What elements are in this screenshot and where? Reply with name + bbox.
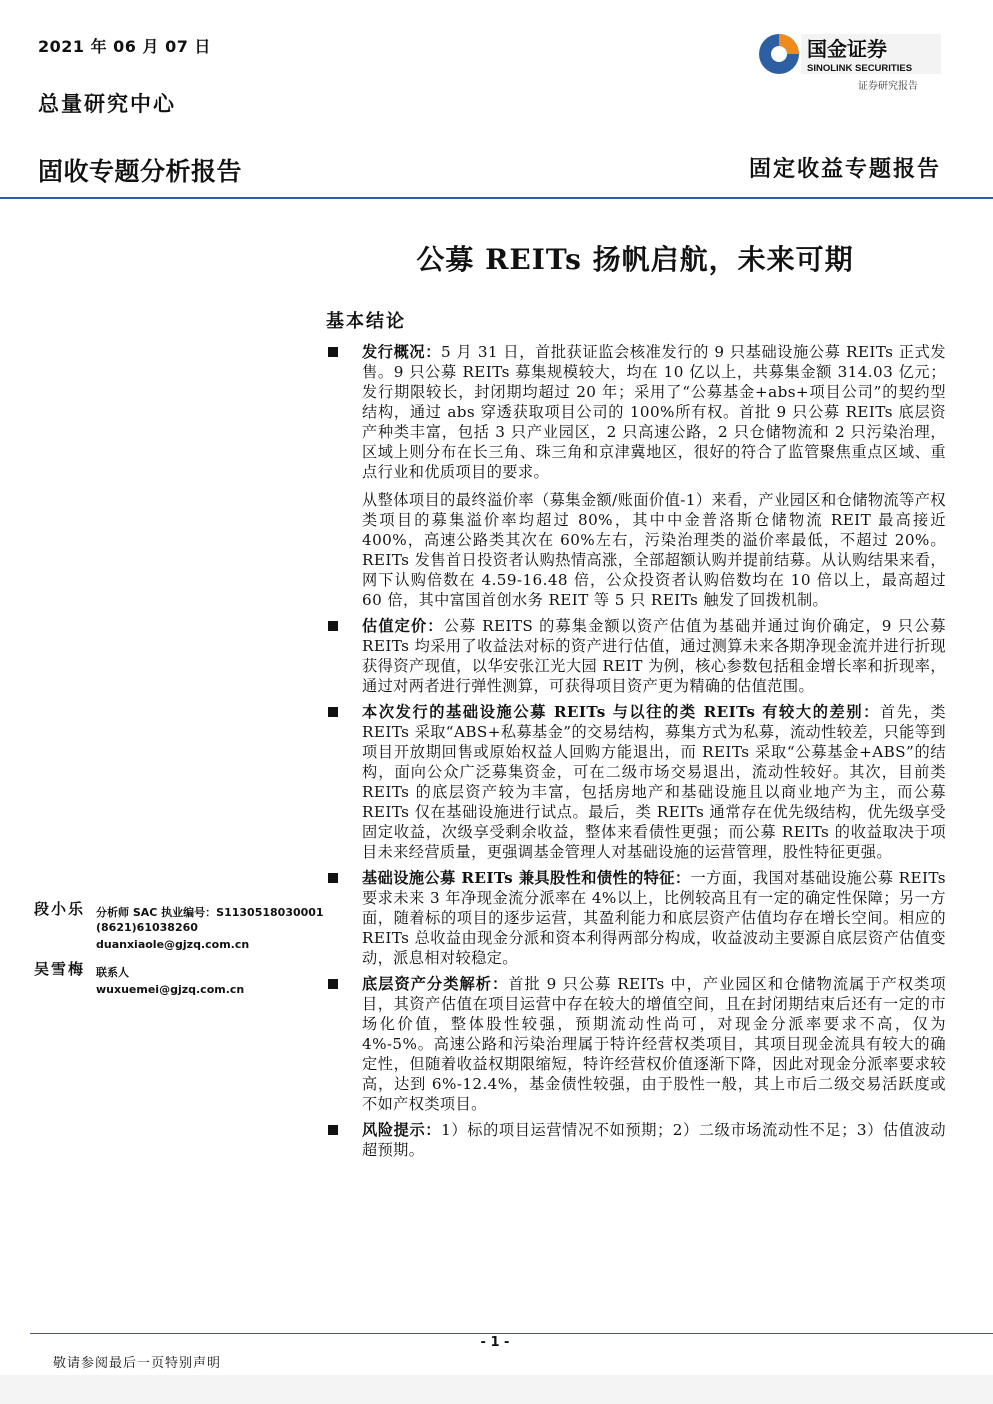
logo-cn-text: 国金证券	[807, 37, 887, 61]
disclaimer-note: 敬请参阅最后一页特别声明	[53, 1356, 222, 1371]
bottom-margin-band	[0, 1375, 993, 1404]
contact-role: 联系人	[96, 966, 129, 979]
bullet-item-features	[326, 868, 946, 968]
bullet-body: 一方面，我国对基础设施公募 REITs 要求未来 3 年净现金流分派率在 4%以上，比例较高且有一定的确定性保障；另一方面，随着标的项目的逐步运营，其盈利能力和底层资产估值均存在增长空间。相应的 REITs 总收益由现金分派和资本利得两部分构成，收益波动主要源自底层资产估值变动，派息相对较稳定。	[362, 869, 946, 967]
analyst-email[interactable]: duanxiaole@gjzq.com.cn	[96, 938, 250, 951]
header-divider	[0, 197, 993, 199]
bullet-body: 首先，类 REITs 采取“ABS+私募基金”的交易结构，募集方式为私募，流动性较差，只能等到项目开放期回售或原始权益人回购方能退出，而 REITs 采取“公募基金+ABS”的结构，面向公众广泛募集资金，可在二级市场交易退出，流动性较好。其次，目前类 REITs 的底层资产较为丰富，包括房地产和基础设施且以商业地产为主，而公募 REITs 仅在基础设施进行试点。最后，类 REITs 通常存在优先级结构，优先级享受固定收益，次级享受剩余收益，整体来看债性更强；而公募 REITs 的收益取决于项目未来经营质量，更强调基金管理人对基础设施的运营管理，股性特征更强。	[362, 703, 946, 861]
bullet-item-asset-analysis	[326, 974, 946, 1114]
research-center-name: 总量研究中心	[38, 91, 176, 116]
analyst-card	[34, 902, 324, 952]
contact-card	[34, 962, 324, 996]
square-bullet-icon	[328, 707, 338, 717]
report-title: 公募 REITs 扬帆启航，未来可期	[416, 243, 854, 276]
conclusion-list	[326, 342, 946, 1166]
square-bullet-icon	[328, 873, 338, 883]
bullet-head: 风险提示：	[362, 1121, 442, 1139]
bullet-body: 公募 REITS 的募集金额以资产估值为基础并通过询价确定，9 只公募 REITs 均采用了收益法对标的资产进行估值，通过测算未来各期净现金流并进行折现获得资产现值，以华安张江光大园 REIT 为例，核心参数包括租金增长率和折现率，通过对两者进行弹性测算，可获得项目资产更为精确的估值范围。	[362, 617, 947, 695]
logo-en-text: SINOLINK SECURITIES	[807, 63, 913, 74]
bullet-text	[362, 974, 946, 1114]
bullet-subparagraph: 从整体项目的最终溢价率（募集金额/账面价值-1）来看，产业园区和仓储物流等产权类项目的募集溢价率均超过 80%，其中中金普洛斯仓储物流 REIT 最高接近 400%，高速公路类其次在 60%左右，污染治理类的溢价率最低，不超过 20%。REITs 发售首日投资者认购热情高涨，全部超额认购并提前结募。从认购结果来看，网下认购倍数在 4.59-16.48 倍，公众投资者认购倍数均在 10 倍以上，最高超过 60 倍，其中富国首创水务 REIT 等 5 只 REITs 触发了回拨机制。	[362, 491, 946, 609]
bullet-head: 发行概况：	[362, 343, 442, 361]
sinolink-logo	[757, 30, 947, 78]
bullet-body: 1）标的项目运营情况不如预期；2）二级市场流动性不足；3）估值波动超预期。	[362, 1121, 946, 1159]
page-number: - 1 -	[480, 1335, 510, 1350]
bullet-item-valuation	[326, 616, 946, 696]
bullet-head: 本次发行的基础设施公募 REITs 与以往的类 REITs 有较大的差别：	[362, 703, 880, 721]
contact-email[interactable]: wuxuemei@gjzq.com.cn	[96, 983, 245, 996]
bullet-head: 底层资产分类解析：	[362, 975, 509, 993]
bullet-item-risk	[326, 1120, 946, 1160]
bullet-item-difference	[326, 702, 946, 862]
bullet-text	[362, 342, 946, 482]
logo-subtitle: 证券研究报告	[858, 81, 918, 92]
analyst-info	[96, 905, 326, 952]
contact-name: 吴雪梅	[34, 960, 86, 978]
square-bullet-icon	[328, 979, 338, 989]
analyst-cert: 分析师 SAC 执业编号：S1130518030001	[96, 906, 324, 919]
bullet-text	[362, 868, 946, 968]
square-bullet-icon	[328, 1125, 338, 1135]
analyst-phone: (8621)61038260	[96, 921, 198, 934]
square-bullet-icon	[328, 347, 338, 357]
report-type: 固收专题分析报告	[38, 157, 243, 186]
bullet-body: 首批 9 只公募 REITs 中，产业园区和仓储物流属于产权类项目，其资产估值在项目运营中存在较大的增值空间，且在封闭期结束后还有一定的市场化价值，整体股性较强，预期流动性尚可，对现金分派率要求不高，仅为 4%-5%。高速公路和污染治理属于特许经营权类项目，其项目现金流具有较大的确定性，但随着收益权期限缩短，特许经营权价值逐渐下降，因此对现金分派率要求较高，达到 6%-12.4%，基金债性较强，由于股性一般，其上市后二级交易活跃度或不如产权类项目。	[362, 975, 946, 1113]
analyst-name: 段小乐	[34, 900, 86, 918]
section-title: 基本结论	[326, 311, 406, 332]
contact-info	[96, 965, 326, 997]
bullet-text	[362, 702, 946, 862]
bullet-head: 估值定价：	[362, 617, 444, 635]
bullet-text	[362, 616, 946, 696]
footer-divider	[30, 1333, 993, 1334]
bullet-text	[362, 1120, 946, 1160]
report-category: 固定收益专题报告	[748, 156, 941, 182]
report-date: 2021 年 06 月 07 日	[38, 37, 211, 56]
bullet-body: 5 月 31 日，首批获证监会核准发行的 9 只基础设施公募 REITs 正式发售。9 只公募 REITs 募集规模较大，均在 10 亿以上，共募集金额 314.03 亿元；发行期限较长，封闭期均超过 20 年；采用了“公募基金+abs+项目公司”的契约型结构，通过 abs 穿透获取项目公司的 100%所有权。首批 9 只公募 REITs 底层资产种类丰富，包括 3 只产业园区，2 只高速公路，2 只仓储物流和 2 只污染治理，区域上则分布在长三角、珠三角和京津冀地区，很好的符合了监管聚焦重点区域、重点行业和优质项目的要求。	[362, 343, 946, 481]
square-bullet-icon	[328, 621, 338, 631]
bullet-head: 基础设施公募 REITs 兼具股性和债性的特征：	[362, 869, 691, 887]
bullet-item-issuance	[326, 342, 946, 610]
